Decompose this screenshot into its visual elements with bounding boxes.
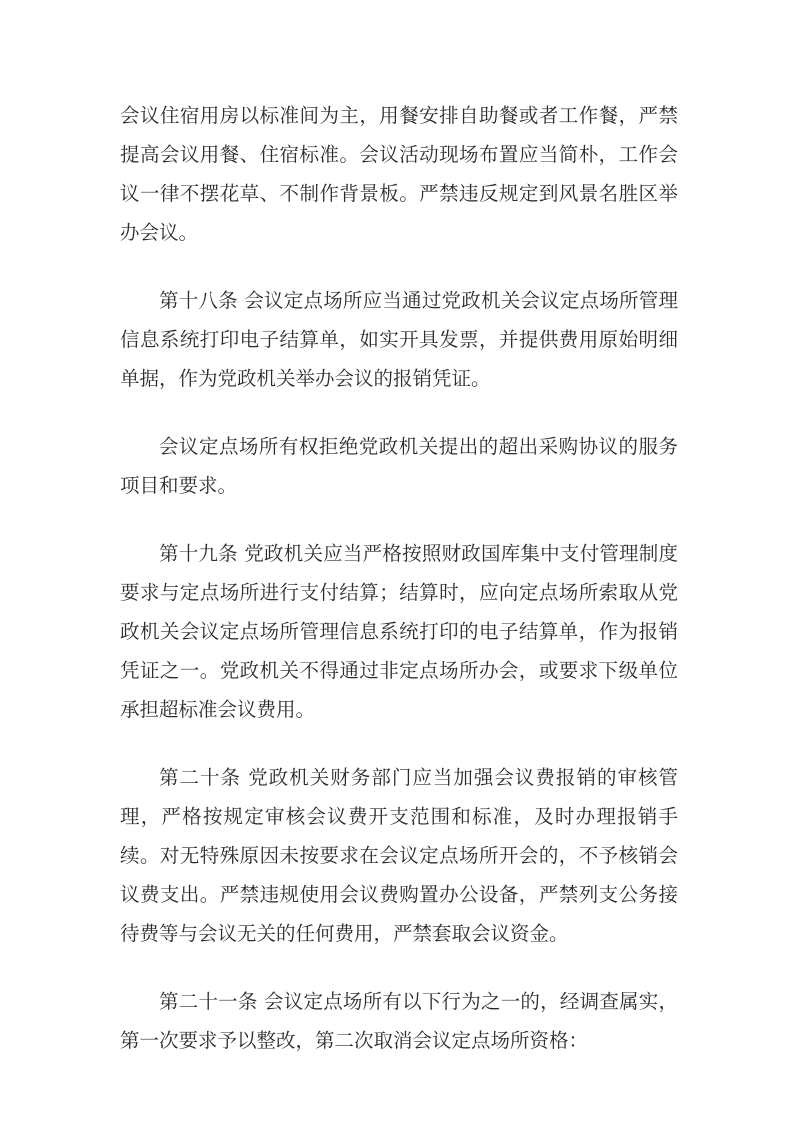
paragraph-article-20: 第二十条 党政机关财务部门应当加强会议费报销的审核管理，严格按规定审核会议费开支范围和标准，及时办理报销手续。对无特殊原因未按要求在会议定点场所开会的，不予核销会议费支出。严禁违规使用会议费购置办公设备，严禁列支公务接待费等与会议无关的任何费用，严禁套取会议资金。: [120, 766, 678, 945]
document-body: [120, 96, 678, 1089]
paragraph-article-19: 第十九条 党政机关应当严格按照财政国库集中支付管理制度要求与定点场所进行支付结算；结算时，应向定点场所索取从党政机关会议定点场所管理信息系统打印的电子结算单，作为报销凭证之一。党政机关不得通过非定点场所办会，或要求下级单位承担超标准会议费用。: [120, 542, 678, 721]
paragraph-continuation: 会议住宿用房以标准间为主，用餐安排自助餐或者工作餐，严禁提高会议用餐、住宿标准。会议活动现场布置应当简朴，工作会议一律不摆花草、不制作背景板。严禁违反规定到风景名胜区举办会议。: [120, 104, 678, 244]
paragraph-article-18: 第十八条 会议定点场所应当通过党政机关会议定点场所管理信息系统打印电子结算单，如实开具发票，并提供费用原始明细单据，作为党政机关举办会议的报销凭证。: [120, 289, 678, 390]
paragraph-article-18-supplement: 会议定点场所有权拒绝党政机关提出的超出采购协议的服务项目和要求。: [120, 435, 678, 497]
paragraph-article-21: 第二十一条 会议定点场所有以下行为之一的，经调查属实，第一次要求予以整改，第二次取消会议定点场所资格：: [120, 990, 678, 1052]
